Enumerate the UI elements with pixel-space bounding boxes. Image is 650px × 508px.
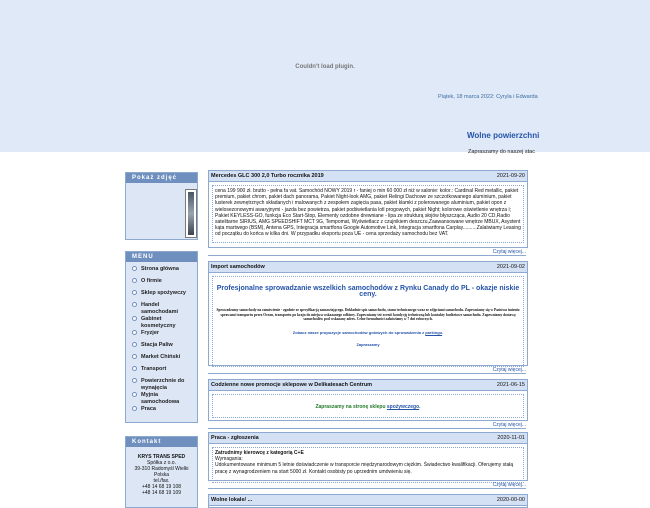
article-body (212, 447, 524, 483)
menu-item-label: Market Chiński (141, 354, 181, 360)
news-article (208, 170, 528, 248)
menu-item-label: Fryzjer (141, 330, 160, 336)
photo-gallery-box (125, 172, 198, 240)
menu-item-rentals[interactable] (126, 378, 197, 392)
menu-item-label: Transport (141, 366, 167, 372)
company-address: 39-310 Radomyśl Wielki (134, 466, 189, 472)
job-description: Udokumentowane minimum 5 letnie doświadczenie w transporcie międzynarodowym ciężkim. Świadectwo kwalifikacji. Oferujemy stałą pracę z wynagrodzeniem na start 5000 zł. Kontakt osobisty po uprzednim umówieniu się. (215, 462, 514, 475)
menu-item-home[interactable] (126, 266, 197, 278)
phone-label: tel./fax. (153, 478, 170, 484)
contact-box (125, 436, 198, 508)
company-name: KRYS TRANS SPED (137, 454, 186, 460)
bullet-icon (132, 290, 137, 295)
article-date: 2021-09-02 (496, 264, 525, 270)
grocery-promo-line: Zapraszamy na stronę sklepu spożywczego. (315, 404, 421, 410)
bullet-icon (132, 330, 137, 335)
bullet-icon (132, 378, 137, 383)
bullet-icon (132, 266, 137, 271)
read-more-link[interactable]: Czytaj więcej... (208, 367, 526, 374)
article-headline: Profesjonalne sprowadzanie wszelkich samochodów z Rynku Canady do PL - okazje niskie ceny. (216, 285, 520, 299)
menu-item-about[interactable] (126, 278, 197, 290)
read-more-link[interactable]: Czytaj więcej... (208, 422, 526, 429)
menu-item-label: O firmie (141, 278, 162, 284)
news-article (208, 379, 528, 421)
article-title[interactable]: Import samochodów (211, 264, 265, 270)
phone-number-2: +48 14 68 19 109 (141, 490, 182, 496)
menu-item-chinese-market[interactable] (126, 354, 197, 366)
menu-item-label: Powierzchnie do wynajęcia (141, 378, 185, 391)
gallery-thumbnail[interactable] (185, 189, 197, 238)
article-header (209, 380, 527, 391)
grocery-link[interactable]: spożywczego (386, 404, 420, 410)
article-date: 2021-06-15 (496, 382, 525, 388)
main-menu (125, 251, 198, 423)
article-date: 2020-11-01 (497, 435, 525, 441)
menu-item-fuel-station[interactable] (126, 342, 197, 354)
article-date: 2020-00-00 (496, 497, 525, 503)
job-requirements-label: Wymagania: (215, 456, 243, 463)
article-header (209, 495, 527, 506)
phone-number-1: +48 14 68 19 108 (141, 484, 182, 490)
menu-title: MENU (126, 252, 197, 262)
menu-item-beauty[interactable] (126, 316, 197, 330)
bullet-icon (132, 278, 137, 283)
grocery-promo-text: Zapraszamy na stronę sklepu (315, 404, 386, 410)
invite-text: Zapraszamy (356, 342, 380, 348)
bullet-icon (132, 366, 137, 371)
scrolling-headline[interactable]: Wolne powierzchni (467, 131, 540, 140)
article-body: cena 199 900 zł. brutto - pełna fa vat. Samochód NOWY 2019 r - faniej o min 60 000 zł niż w salonie: kolor.: Cardinal Red metallic, pakiet premium, pakiet chrom, pakiet dach panorama, Pakiet Night-look AMG, pakiet Relingi Dachowe ze szczotkowanego aluminium, pakiet lusterek zewnętrznych składanych i malowanych z zespołem zagięcia pasa, pakiet klamki z polerowanego aluminium, pakiet opon z wielosezonowymi awaryjnymi - jazda bez powietrza, pakiet podświetlania lotl progowych, pakiet Night; kolorowe oświetlenie wnętrza i; Pakiet KEYLESS-GO, funkcja Eco Start-Stop, Elementy ozdobne drewniane - lipa ze strukturą słojów błyszcząca, Audio 20 CD,Radio satelitarne SIRIUS, AMG SPEEDSHIFT MCT 9G, Tempomat, Wyświetlacz z czujnikiem deszczu,Zaawansowane wnętrze MBUX, Asystent kąta martwego (BSM), Antena GPS, Integracja smartfona Google Automotive Link, Integracja smartfona Carplay..........Zalatwiamy Leasing od początku do końca w kilka dni. W przypadku eksportu poza UE - cena sprzedaży samochodu bez VAT. (212, 185, 524, 243)
bullet-icon (132, 406, 137, 411)
news-article (208, 494, 528, 508)
news-article (208, 432, 528, 481)
news-article (208, 261, 528, 366)
menu-item-jobs[interactable] (126, 406, 197, 418)
menu-item-label: Praca (141, 406, 156, 412)
parking-link[interactable]: parkingu (425, 330, 443, 336)
photo-gallery-title: Pokaż zdjęć (126, 173, 197, 183)
company-country: Polska (153, 472, 169, 478)
article-body (212, 394, 524, 418)
article-title[interactable]: Mercedes GLC 300 2,0 Turbo rocznika 2019 (211, 173, 324, 179)
parking-offer-text: Zobacz nasze propozycje samochodów gotowych do sprowadzenia z (292, 330, 425, 336)
article-date: 2021-09-20 (496, 173, 525, 179)
bullet-icon (132, 316, 137, 321)
date-nameday-line: Piątek, 18 marca 2022: Cyryla i Edwarda (438, 94, 538, 100)
article-header (209, 171, 527, 182)
parking-offer-line: Zobacz nasze propozycje samochodów gotowych do sprowadzenia z parkingu. (292, 330, 444, 336)
menu-item-label: Myjnia samochodowa (141, 392, 180, 405)
car-photo-image (188, 192, 194, 235)
bullet-icon (132, 392, 137, 397)
article-body (212, 276, 524, 367)
article-title[interactable]: Praca - zgłoszenia (211, 435, 259, 441)
article-title[interactable]: Wolne lokale/ ... (211, 497, 253, 503)
article-header (209, 433, 527, 444)
menu-item-label: Sklep spożywczy (141, 290, 186, 296)
menu-item-transport[interactable] (126, 366, 197, 378)
menu-item-hairdresser[interactable] (126, 330, 197, 342)
bullet-icon (132, 302, 137, 307)
menu-item-label: Stacja Paliw (141, 342, 173, 348)
read-more-link[interactable]: Czytaj więcej... (208, 482, 526, 489)
menu-item-car-wash[interactable] (126, 392, 197, 406)
job-heading: Zatrudnimy kierowcę z kategorią C+E (215, 450, 304, 456)
menu-item-grocery[interactable] (126, 290, 197, 302)
contact-title: Kontakt (126, 437, 197, 447)
menu-item-label: Gabinet kosmetyczny (141, 316, 176, 329)
menu-item-label: Strona główna (141, 266, 179, 272)
menu-item-label: Handel samochodami (141, 302, 178, 315)
bullet-icon (132, 342, 137, 347)
plugin-error-message: Couldn't load plugin. (295, 64, 355, 70)
company-form: Spółka z o.o. (147, 460, 176, 466)
menu-item-car-trade[interactable] (126, 302, 197, 316)
article-header (209, 262, 527, 273)
bullet-icon (132, 354, 137, 359)
article-paragraph: Sprowadzamy samochody na zamówienie - zgodnie ze specyfikacją zamawiającego. Dokładnie spis samochodu, stanu technicznego wraz ze zdjęciami samochodu. Zapewniamy się w Państwa imieniu sprawami transportu przez Ocean, transportu po kraju do miejsca wskazanego odbiory. Zapewniamy też ocenić kondycję techniczną lub kontakty budżetowe samochodu. Zapewniamy dostawę samochodów pod wskazany adres. Celne formalności załatwiamy w 7 dni roboczych. (216, 308, 520, 321)
scrolling-subline: Zapraszamy do naszej stac (468, 149, 535, 155)
read-more-link[interactable]: Czytaj więcej... (208, 249, 526, 256)
header-banner (0, 0, 650, 152)
article-title[interactable]: Codzienne nowe promocje sklepowe w Delikatesach Centrum (211, 382, 373, 388)
